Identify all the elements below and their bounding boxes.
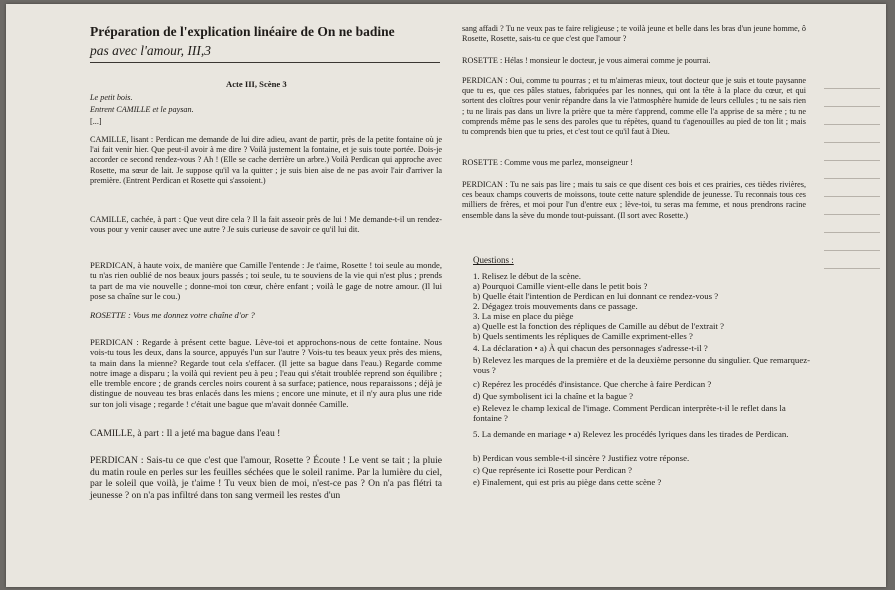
margin-rule (824, 106, 880, 107)
margin-rule (824, 142, 880, 143)
question-item: d) Que symbolisent ici la chaîne et la bague ? (473, 391, 633, 401)
perdican-reply-1: PERDICAN, à haute voix, de manière que Camille l'entende : Je t'aime, Rosette ! toi seule au monde, tu n'as rien oublié de nos beaux jours passés ; toi seule, tu te souviens de la vie qui n'est plus ; prends ta part de ma vie nouvelle ; donne-moi ton cœur, chère enfant ; voilà le gage de notre amour. (Il lui pose sa chaîne sur le cou.) (90, 260, 442, 301)
camille-reply-2: CAMILLE, cachée, à part : Que veut dire cela ? Il la fait asseoir près de lui ! Me demande-t-il un rendez-vous pour y venir causer avec une autre ? Je suis curieuse de savoir ce qu'il lui dit. (90, 215, 442, 235)
left-column (6, 4, 446, 587)
camille-reply-1: CAMILLE, lisant : Perdican me demande de lui dire adieu, avant de partir, près de la petite fontaine où je l'ai fait venir hier. Que peut-il avoir à me dire ? Voilà justement la fontaine, et je suis toute portée. Dois-je accorder ce second rendez-vous ? Ah ! (Elle se cache derrière un arbre.) Voilà Perdican qui approche avec Rosette, ma sœur de lait. Je suppose qu'il va la quitter ; je suis bien aise de ne pas avoir l'air d'arriver la première. (Entrent Perdican et Rosette qui s'assoient.) (90, 135, 442, 185)
question-item: 1. Relisez le début de la scène. (473, 271, 581, 281)
question-item: 5. La demande en mariage • a) Relevez les procédés lyriques dans les tirades de Perdican. (473, 429, 789, 439)
question-item: a) Pourquoi Camille vient-elle dans le petit bois ? (473, 281, 648, 291)
margin-rule (824, 88, 880, 89)
stage-direction-entry: Entrent CAMILLE et le paysan. (90, 105, 194, 114)
question-item: 3. La mise en place du piège (473, 311, 574, 321)
margin-rule (824, 250, 880, 251)
question-item: e) Relevez le champ lexical de l'image. Comment Perdican interprète-t-il le reflet dans la fontaine ? (473, 403, 786, 424)
margin-rule (824, 178, 880, 179)
margin-rule (824, 232, 880, 233)
margin-rule (824, 214, 880, 215)
question-item: 4. La déclaration • a) À qui chacun des personnages s'adresse-t-il ? (473, 343, 708, 353)
question-item: 2. Dégagez trois mouvements dans ce passage. (473, 301, 638, 311)
question-item: b) Perdican vous semble-t-il sincère ? Justifiez votre réponse. (473, 453, 690, 463)
margin-rule (824, 160, 880, 161)
ruled-margin (814, 4, 886, 587)
question-item: a) Quelle est la fonction des répliques de Camille au début de l'extrait ? (473, 321, 724, 331)
rosette-reply-3: ROSETTE : Comme vous me parlez, monseigneur ! (462, 158, 633, 167)
questions-heading: Questions : (473, 255, 514, 265)
perdican-reply-3: PERDICAN : Sais-tu ce que c'est que l'amour, Rosette ? Écoute ! Le vent se tait ; la pluie du matin roule en perles sur les feuilles séchées que le soleil ranime. Par la lumière du ciel, par le soleil que voilà, je t'aime ! Tu veux bien de moi, n'est-ce pas ? On n'a pas flétri ta jeunesse ? on n'a pas infiltré dans ton sang vermeil les restes d'un (90, 455, 442, 501)
stage-direction-place: Le petit bois. (90, 93, 133, 102)
question-item: c) Repérez les procédés d'insistance. Que cherche à faire Perdican ? (473, 379, 712, 389)
margin-rule (824, 196, 880, 197)
question-item: b) Quelle était l'intention de Perdican en lui donnant ce rendez-vous ? (473, 291, 719, 301)
page-title-line1: Préparation de l'explication linéaire de On ne badine (90, 24, 395, 39)
title-underline (90, 62, 440, 63)
question-item: c) Que représente ici Rosette pour Perdican ? (473, 465, 633, 475)
rosette-reply-2: ROSETTE : Hélas ! monsieur le docteur, je vous aimerai comme je pourrai. (462, 56, 711, 65)
margin-rule (824, 268, 880, 269)
perdican-reply-2: PERDICAN : Regarde à présent cette bague. Lève-toi et approchons-nous de cette fontaine. Nous vois-tu tous les deux, dans la source, appuyés l'un sur l'autre ? Vois-tu tes beaux yeux près des miens, ta main dans la mienne? Regarde tout cela s'effacer. (Il jette sa bague dans l'eau.) Regarde comme notre image a disparu ; la voilà qui revient peu à peu ; l'eau qui s'était troublée reprend son équilibre ; elle tremble encore ; de grands cercles noirs courent à sa surface; patience, nous reparaissons ; déjà je distingue de nouveau tes bras enlacés dans les miens ; encore une minute, et il n'y aura plus une ride sur ton joli visage ; regarde ! c'était une bague que m'avait donnée Camille. (90, 337, 442, 409)
margin-rule (824, 124, 880, 125)
camille-reply-3: CAMILLE, à part : Il a jeté ma bague dans l'eau ! (90, 428, 281, 439)
page-sheet (6, 4, 886, 587)
rosette-reply-1: ROSETTE : Vous me donnez votre chaîne d'or ? (90, 310, 255, 320)
stage-direction-ellipsis: [...] (90, 117, 102, 126)
question-item: b) Relevez les marques de la première et de la deuxième personne du singulier. Que remarquez-vous ? (473, 355, 811, 376)
question-item: b) Quels sentiments les répliques de Camille expriment-elles ? (473, 331, 693, 341)
question-item: e) Finalement, qui est pris au piège dans cette scène ? (473, 477, 662, 487)
perdican-reply-continued: sang affadi ? Tu ne veux pas te faire religieuse ; te voilà jeune et belle dans les bras d'un jeune homme, ô Rosette, Rosette, sais-tu ce que c'est que l'amour ? (462, 24, 806, 44)
page-title-line2: pas avec l'amour, III,3 (90, 43, 211, 58)
act-scene-heading: Acte III, Scène 3 (226, 79, 287, 89)
perdican-reply-5: PERDICAN : Tu ne sais pas lire ; mais tu sais ce que disent ces bois et ces prairies, ces tièdes rivières, ces beaux champs couverts de moissons, toute cette nature splendide de jeunesse. Tu reconnais tous ces milliers de frères, et moi pour l'un d'entre eux ; lève-toi, tu seras ma femme, et nous prendrons racine ensemble dans la sève du monde tout-puissant. (Il sort avec Rosette.) (462, 180, 806, 220)
perdican-reply-4: PERDICAN : Oui, comme tu pourras ; et tu m'aimeras mieux, tout docteur que je suis et toute paysanne que tu es, que ces pâles statues, fabriquées par les nonnes, qui ont la tête à la place du cœur, et qui sortent des cloîtres pour venir répandre dans la vie l'atmosphère humide de leurs cellules ; tu ne sais rien ; tu ne lirais pas dans un livre la prière que ta mère t'apprend, comme elle l'a apprise de sa mère ; tu ne comprends même pas le sens des paroles que tu répètes, quand tu t'agenouilles au pied de ton lit ; mais tu comprends bien que tu pries, et c'est tout ce qu'il faut à Dieu. (462, 76, 806, 137)
